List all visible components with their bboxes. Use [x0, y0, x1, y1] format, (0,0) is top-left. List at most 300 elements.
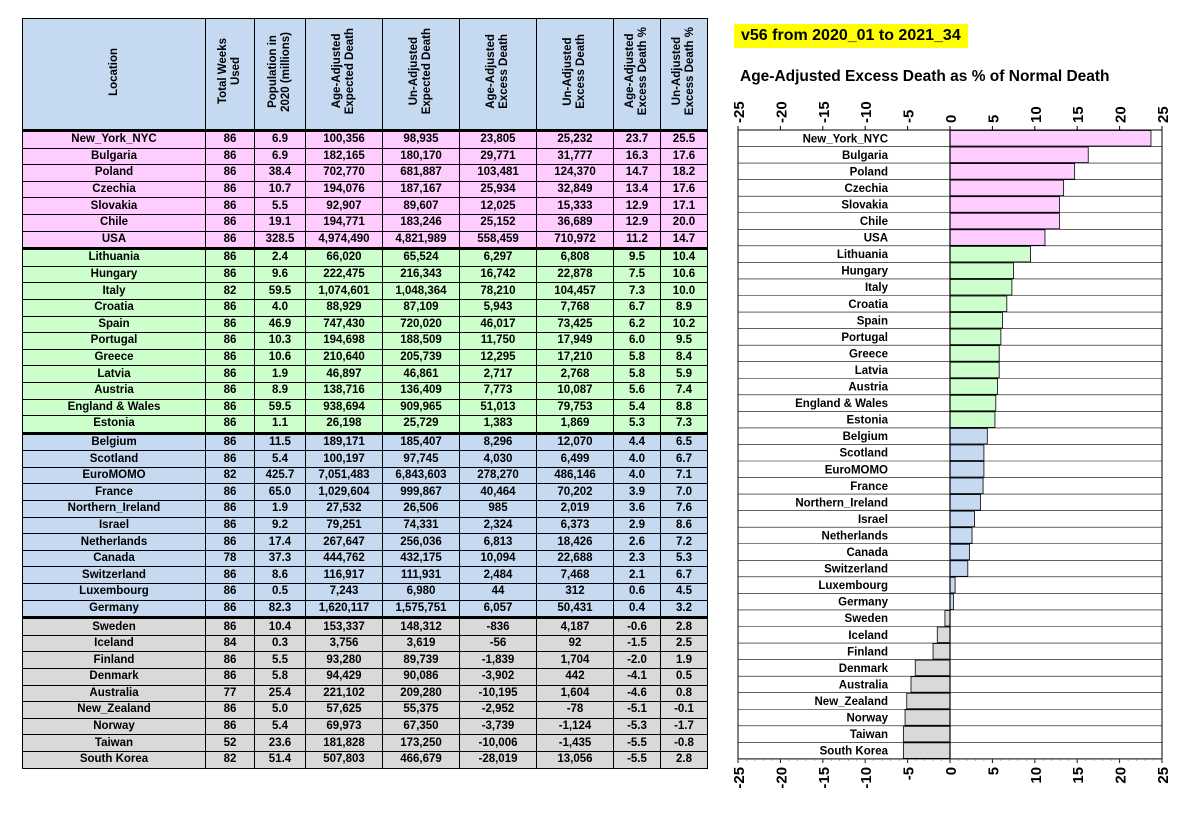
bar	[950, 495, 981, 511]
value-cell: 720,020	[383, 316, 460, 333]
location-cell: Bulgaria	[23, 148, 206, 165]
value-cell: -5.5	[614, 751, 661, 768]
value-cell: 26,506	[383, 501, 460, 518]
location-cell: Sweden	[23, 618, 206, 636]
location-cell: Canada	[23, 550, 206, 567]
value-cell: -0.8	[661, 735, 708, 752]
value-cell: 1,074,601	[306, 283, 383, 300]
value-cell: 194,076	[306, 181, 383, 198]
tick-label: 10	[1027, 766, 1045, 784]
location-cell: Croatia	[23, 299, 206, 316]
value-cell: 909,965	[383, 399, 460, 416]
value-cell: 82.3	[255, 600, 306, 618]
value-cell: -2.0	[614, 652, 661, 669]
category-label: Portugal	[841, 331, 888, 344]
value-cell: -3,902	[460, 669, 537, 686]
value-cell: 2.4	[255, 249, 306, 267]
value-cell: 1,383	[460, 416, 537, 434]
value-cell: 442	[537, 669, 614, 686]
value-cell: 10.7	[255, 181, 306, 198]
value-cell: 6.7	[614, 299, 661, 316]
value-cell: 2.1	[614, 567, 661, 584]
value-cell: 16.3	[614, 148, 661, 165]
value-cell: 681,887	[383, 165, 460, 182]
value-cell: 2,019	[537, 501, 614, 518]
data-table	[22, 18, 708, 769]
value-cell: 6.9	[255, 131, 306, 149]
bar	[950, 445, 984, 461]
table-row	[23, 433, 708, 451]
value-cell: 6.7	[661, 567, 708, 584]
category-label: Austria	[848, 381, 888, 394]
table-row	[23, 349, 708, 366]
value-cell: 187,167	[383, 181, 460, 198]
category-label: Estonia	[846, 414, 888, 427]
value-cell: 5.5	[255, 652, 306, 669]
column-header-label: Age-Adjusted Excess Death	[485, 34, 510, 109]
value-cell: 17.6	[661, 181, 708, 198]
value-cell: 2.8	[661, 751, 708, 768]
tick-label: 25	[1155, 766, 1172, 784]
column-header-label: Age-Adjusted Expected Death	[331, 28, 356, 115]
value-cell: 31,777	[537, 148, 614, 165]
column-header-label: Total Weeks Used	[217, 38, 242, 105]
tick-label: -5	[900, 766, 918, 781]
location-cell: Portugal	[23, 333, 206, 350]
value-cell: 9.5	[614, 249, 661, 267]
category-label: Greece	[848, 348, 888, 361]
value-cell: 8.4	[661, 349, 708, 366]
value-cell: 111,931	[383, 567, 460, 584]
value-cell: 4.0	[255, 299, 306, 316]
value-cell: 82	[206, 751, 255, 768]
value-cell: 4,974,490	[306, 231, 383, 249]
value-cell: 38.4	[255, 165, 306, 182]
value-cell: 86	[206, 567, 255, 584]
value-cell: -5.5	[614, 735, 661, 752]
location-cell: Hungary	[23, 266, 206, 283]
value-cell: 4.5	[661, 584, 708, 601]
table-row	[23, 484, 708, 501]
category-label: Sweden	[844, 613, 888, 626]
value-cell: 5.3	[614, 416, 661, 434]
value-cell: 6.7	[661, 451, 708, 468]
value-cell: 205,739	[383, 349, 460, 366]
table-row	[23, 165, 708, 182]
category-label: Northern_Ireland	[795, 497, 888, 510]
value-cell: 27,532	[306, 501, 383, 518]
table-row	[23, 333, 708, 350]
value-cell: -3,739	[460, 718, 537, 735]
bar	[933, 644, 950, 660]
value-cell: 51.4	[255, 751, 306, 768]
value-cell: 182,165	[306, 148, 383, 165]
location-cell: Slovakia	[23, 198, 206, 215]
value-cell: 36,689	[537, 214, 614, 231]
value-cell: 7.4	[661, 382, 708, 399]
value-cell: 2,717	[460, 366, 537, 383]
value-cell: 194,698	[306, 333, 383, 350]
value-cell: 57,625	[306, 702, 383, 719]
table-row	[23, 635, 708, 652]
value-cell: 4,187	[537, 618, 614, 636]
value-cell: 10.6	[255, 349, 306, 366]
location-cell: Poland	[23, 165, 206, 182]
category-label: New_Zealand	[814, 695, 888, 708]
value-cell: 23,805	[460, 131, 537, 149]
value-cell: 66,020	[306, 249, 383, 267]
value-cell: 55,375	[383, 702, 460, 719]
value-cell: -78	[537, 702, 614, 719]
value-cell: 312	[537, 584, 614, 601]
category-label: Hungary	[841, 265, 888, 278]
value-cell: 10,094	[460, 550, 537, 567]
category-label: South Korea	[819, 745, 888, 758]
value-cell: 256,036	[383, 534, 460, 551]
value-cell: 16,742	[460, 266, 537, 283]
category-label: Slovakia	[841, 199, 888, 212]
value-cell: 86	[206, 399, 255, 416]
column-header-label: Population in 2020 (millions)	[267, 31, 292, 112]
table-row	[23, 382, 708, 399]
value-cell: 5.8	[614, 366, 661, 383]
value-cell: 222,475	[306, 266, 383, 283]
value-cell: 1.9	[661, 652, 708, 669]
value-cell: 7,773	[460, 382, 537, 399]
category-label: USA	[863, 232, 888, 245]
bar	[950, 511, 975, 527]
value-cell: 7.5	[614, 266, 661, 283]
value-cell: 86	[206, 299, 255, 316]
value-cell: 86	[206, 618, 255, 636]
value-cell: -10,195	[460, 685, 537, 702]
bar	[950, 147, 1088, 163]
category-label: New_York_NYC	[802, 133, 888, 146]
bar	[950, 197, 1059, 213]
value-cell: 86	[206, 249, 255, 267]
value-cell: 92,907	[306, 198, 383, 215]
value-cell: 189,171	[306, 433, 383, 451]
value-cell: 52	[206, 735, 255, 752]
location-cell: Luxembourg	[23, 584, 206, 601]
value-cell: 86	[206, 702, 255, 719]
value-cell: 3.2	[661, 600, 708, 618]
value-cell: 2.5	[661, 635, 708, 652]
value-cell: 8.9	[255, 382, 306, 399]
value-cell: 89,739	[383, 652, 460, 669]
category-label: Germany	[838, 596, 888, 609]
value-cell: 86	[206, 266, 255, 283]
value-cell: 86	[206, 333, 255, 350]
value-cell: 2,484	[460, 567, 537, 584]
value-cell: -1.5	[614, 635, 661, 652]
value-cell: 86	[206, 416, 255, 434]
value-cell: 7,243	[306, 584, 383, 601]
bar	[950, 362, 999, 378]
tick-label: -20	[773, 766, 791, 789]
value-cell: 5.4	[614, 399, 661, 416]
table-row	[23, 181, 708, 198]
tick-label: -15	[815, 766, 833, 789]
value-cell: -0.1	[661, 702, 708, 719]
value-cell: 6.0	[614, 333, 661, 350]
category-label: Chile	[859, 216, 888, 229]
bar	[945, 610, 950, 626]
bar	[950, 577, 955, 593]
value-cell: 86	[206, 214, 255, 231]
location-cell: Denmark	[23, 669, 206, 686]
value-cell: 180,170	[383, 148, 460, 165]
table-row	[23, 735, 708, 752]
value-cell: 5.8	[614, 349, 661, 366]
value-cell: 5.6	[614, 382, 661, 399]
value-cell: 0.8	[661, 685, 708, 702]
tick-label: -10	[858, 101, 876, 123]
value-cell: 94,429	[306, 669, 383, 686]
value-cell: 86	[206, 451, 255, 468]
table-row	[23, 316, 708, 333]
tick-label: 20	[1112, 766, 1130, 784]
value-cell: 18.2	[661, 165, 708, 182]
value-cell: 6,297	[460, 249, 537, 267]
value-cell: 46,861	[383, 366, 460, 383]
column-header	[23, 19, 206, 131]
value-cell: 46,897	[306, 366, 383, 383]
table-row	[23, 214, 708, 231]
bar	[950, 213, 1059, 229]
column-header	[460, 19, 537, 131]
value-cell: 93,280	[306, 652, 383, 669]
value-cell: 25,934	[460, 181, 537, 198]
value-cell: 86	[206, 584, 255, 601]
value-cell: 17.4	[255, 534, 306, 551]
category-label: Croatia	[848, 298, 888, 311]
value-cell: 46.9	[255, 316, 306, 333]
value-cell: -5.3	[614, 718, 661, 735]
value-cell: 2.3	[614, 550, 661, 567]
category-label: Latvia	[854, 364, 888, 377]
value-cell: 23.7	[614, 131, 661, 149]
value-cell: 11.5	[255, 433, 306, 451]
value-cell: 44	[460, 584, 537, 601]
table-row	[23, 249, 708, 267]
value-cell: 12,025	[460, 198, 537, 215]
location-cell: EuroMOMO	[23, 467, 206, 484]
bar	[903, 743, 950, 759]
value-cell: 17,210	[537, 349, 614, 366]
value-cell: 4,030	[460, 451, 537, 468]
excess-death-table	[22, 18, 708, 769]
value-cell: 29,771	[460, 148, 537, 165]
table-row	[23, 618, 708, 636]
category-label: Spain	[856, 315, 888, 328]
value-cell: 1,620,117	[306, 600, 383, 618]
value-cell: 86	[206, 501, 255, 518]
value-cell: -4.1	[614, 669, 661, 686]
value-cell: 5,943	[460, 299, 537, 316]
value-cell: 6,843,603	[383, 467, 460, 484]
value-cell: 86	[206, 718, 255, 735]
value-cell: 0.6	[614, 584, 661, 601]
value-cell: 999,867	[383, 484, 460, 501]
value-cell: 10.2	[661, 316, 708, 333]
tick-label: 10	[1027, 106, 1045, 123]
value-cell: 2.8	[661, 618, 708, 636]
value-cell: 4.0	[614, 451, 661, 468]
table-row	[23, 266, 708, 283]
value-cell: 90,086	[383, 669, 460, 686]
value-cell: 100,197	[306, 451, 383, 468]
table-row	[23, 669, 708, 686]
value-cell: 6.5	[661, 433, 708, 451]
table-body	[23, 131, 708, 769]
location-cell: Czechia	[23, 181, 206, 198]
value-cell: 425.7	[255, 467, 306, 484]
tick-label: -5	[900, 109, 918, 123]
value-cell: 77	[206, 685, 255, 702]
value-cell: -56	[460, 635, 537, 652]
category-label: Luxembourg	[818, 580, 888, 593]
date-range-label: v56 from 2020_01 to 2021_34	[734, 24, 968, 48]
value-cell: 59.5	[255, 399, 306, 416]
value-cell: 2,768	[537, 366, 614, 383]
value-cell: 6.2	[614, 316, 661, 333]
value-cell: 221,102	[306, 685, 383, 702]
value-cell: 86	[206, 231, 255, 249]
value-cell: -2,952	[460, 702, 537, 719]
value-cell: 0.4	[614, 600, 661, 618]
category-label: Belgium	[842, 431, 888, 444]
value-cell: 23.6	[255, 735, 306, 752]
bar	[903, 726, 950, 742]
value-cell: 209,280	[383, 685, 460, 702]
value-cell: 20.0	[661, 214, 708, 231]
value-cell: 1,048,364	[383, 283, 460, 300]
location-cell: Iceland	[23, 635, 206, 652]
table-row	[23, 148, 708, 165]
location-cell: Latvia	[23, 366, 206, 383]
value-cell: 5.4	[255, 451, 306, 468]
location-cell: USA	[23, 231, 206, 249]
table-row	[23, 718, 708, 735]
value-cell: 507,803	[306, 751, 383, 768]
bar	[950, 544, 970, 560]
bar	[950, 412, 995, 428]
value-cell: 5.0	[255, 702, 306, 719]
value-cell: 86	[206, 316, 255, 333]
value-cell: 100,356	[306, 131, 383, 149]
bar	[950, 561, 968, 577]
location-cell: Belgium	[23, 433, 206, 451]
value-cell: 328.5	[255, 231, 306, 249]
category-label: Bulgaria	[841, 149, 888, 162]
location-cell: South Korea	[23, 751, 206, 768]
location-cell: Netherlands	[23, 534, 206, 551]
value-cell: 116,917	[306, 567, 383, 584]
value-cell: 74,331	[383, 517, 460, 534]
value-cell: 444,762	[306, 550, 383, 567]
value-cell: 181,828	[306, 735, 383, 752]
bar	[937, 627, 950, 643]
value-cell: -1,839	[460, 652, 537, 669]
tick-label: 15	[1070, 766, 1088, 784]
value-cell: 747,430	[306, 316, 383, 333]
location-cell: Australia	[23, 685, 206, 702]
bar	[950, 131, 1151, 147]
bar	[950, 395, 996, 411]
value-cell: 37.3	[255, 550, 306, 567]
bar	[950, 313, 1003, 329]
bar	[950, 329, 1001, 345]
category-label: Lithuania	[836, 249, 888, 262]
table-row	[23, 517, 708, 534]
location-cell: Finland	[23, 652, 206, 669]
value-cell: 194,771	[306, 214, 383, 231]
value-cell: -1.7	[661, 718, 708, 735]
value-cell: 19.1	[255, 214, 306, 231]
value-cell: 65,524	[383, 249, 460, 267]
table-row	[23, 366, 708, 383]
table-row	[23, 567, 708, 584]
value-cell: -5.1	[614, 702, 661, 719]
value-cell: 46,017	[460, 316, 537, 333]
value-cell: 22,878	[537, 266, 614, 283]
value-cell: 17,949	[537, 333, 614, 350]
value-cell: 86	[206, 652, 255, 669]
table-row	[23, 685, 708, 702]
value-cell: 86	[206, 131, 255, 149]
value-cell: 88,929	[306, 299, 383, 316]
value-cell: 4.0	[614, 467, 661, 484]
location-cell: Northern_Ireland	[23, 501, 206, 518]
value-cell: 985	[460, 501, 537, 518]
table-row	[23, 550, 708, 567]
value-cell: -1,124	[537, 718, 614, 735]
value-cell: 78,210	[460, 283, 537, 300]
value-cell: 12,070	[537, 433, 614, 451]
value-cell: 82	[206, 283, 255, 300]
value-cell: 5.3	[661, 550, 708, 567]
table-row	[23, 534, 708, 551]
value-cell: 86	[206, 433, 255, 451]
location-cell: Germany	[23, 600, 206, 618]
value-cell: 7,768	[537, 299, 614, 316]
value-cell: 79,251	[306, 517, 383, 534]
chart-title: Age-Adjusted Excess Death as % of Normal Death	[740, 68, 1110, 85]
value-cell: 82	[206, 467, 255, 484]
bar	[950, 379, 997, 395]
value-cell: 1,869	[537, 416, 614, 434]
table-row	[23, 416, 708, 434]
value-cell: 40,464	[460, 484, 537, 501]
column-header	[255, 19, 306, 131]
value-cell: 11,750	[460, 333, 537, 350]
value-cell: 8.6	[661, 517, 708, 534]
value-cell: 185,407	[383, 433, 460, 451]
value-cell: 10.6	[661, 266, 708, 283]
location-cell: Spain	[23, 316, 206, 333]
location-cell: Scotland	[23, 451, 206, 468]
value-cell: 6.9	[255, 148, 306, 165]
value-cell: 6,057	[460, 600, 537, 618]
value-cell: 86	[206, 534, 255, 551]
value-cell: 25,729	[383, 416, 460, 434]
value-cell: -4.6	[614, 685, 661, 702]
bar	[907, 693, 950, 709]
table-row	[23, 751, 708, 768]
tick-label: -10	[858, 766, 876, 789]
value-cell: 78	[206, 550, 255, 567]
